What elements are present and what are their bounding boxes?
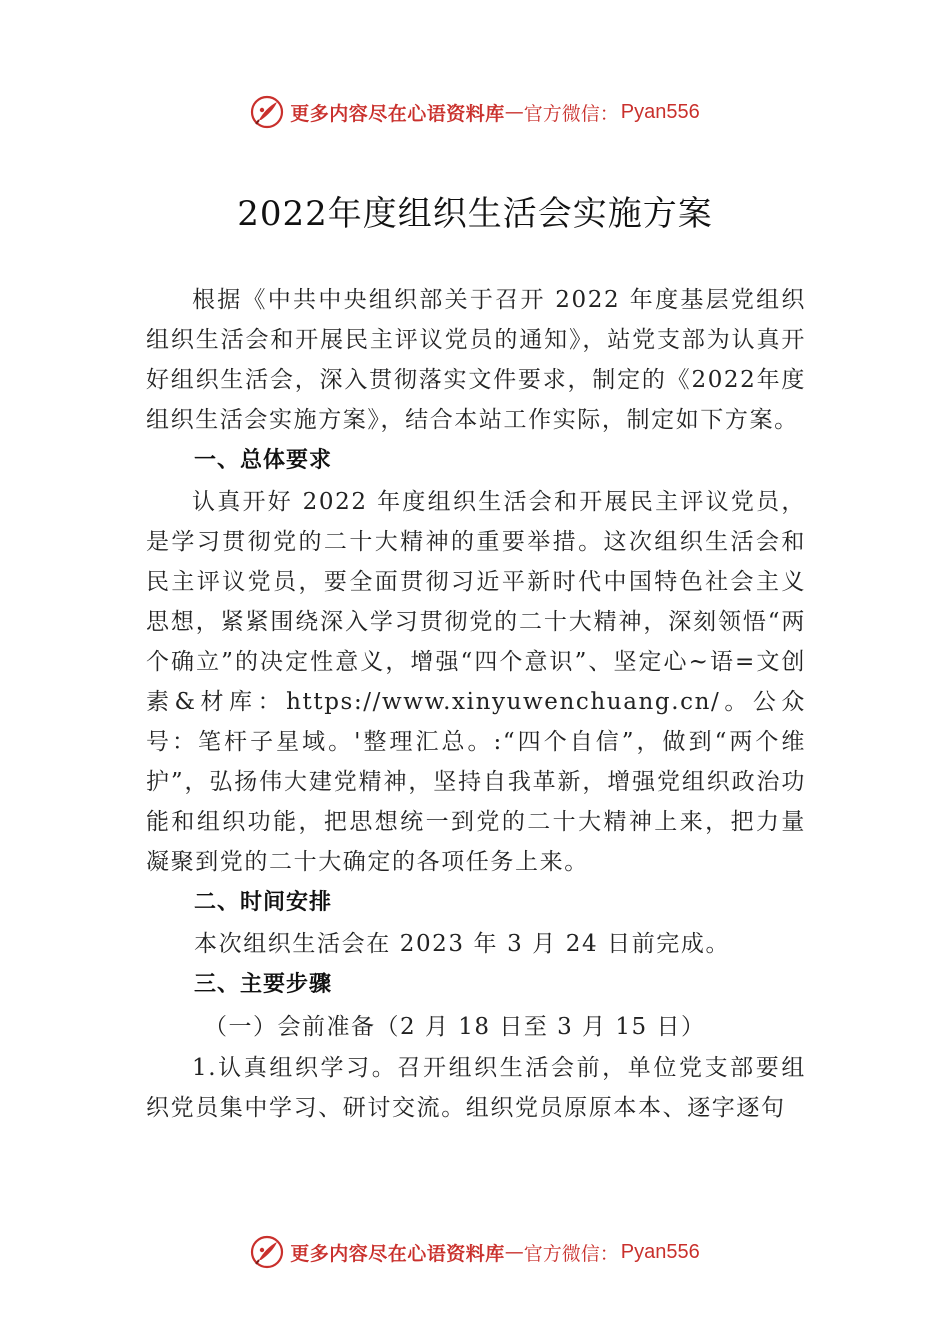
document-body — [146, 280, 806, 1128]
section-heading-schedule: 二、时间安排 — [194, 890, 333, 915]
header-banner — [0, 92, 950, 132]
general-requirements-paragraph: 认真开好 2022 年度组织生活会和开展民主评议党员，是学习贯彻党的二十大精神的重要举措。这次组织生活会和民主评议党员，要全面贯彻习近平新时代中国特色社会主义思想，紧紧围绕深入学习贯彻党的二十大精神，深刻领悟“两个确立”的决定性意义，增强“四个意识”、坚定心~语=文创素&材库：https://www.xinyuwenchuang.cn/。公众号：笔杆子星域。'整理汇总。:“四个自信”，做到“两个维护”，弘扬伟大建党精神，坚持自我革新，增强党组织政治功能和组织功能，把思想统一到党的二十大精神上来，把力量凝聚到党的二十大确定的各项任务上来。 — [146, 489, 806, 875]
step-study-paragraph: 1.认真组织学习。召开组织生活会前，单位党支部要组织党员集中学习、研讨交流。组织党员原原本本、逐字逐句 — [146, 1055, 806, 1121]
footer-banner — [0, 1232, 950, 1272]
banner-separator: — — [504, 1241, 524, 1263]
banner-wechat-id: Pyan556 — [620, 100, 700, 123]
schedule-paragraph: 本次组织生活会在 2023 年 3 月 24 日前完成。 — [194, 931, 731, 957]
quill-pen-logo-icon — [250, 1235, 284, 1269]
section-heading-general-requirements: 一、总体要求 — [194, 448, 333, 473]
banner-wechat-label: 官方微信： — [523, 1242, 619, 1265]
section-heading-main-steps: 三、主要步骤 — [194, 972, 333, 997]
banner-wechat-id: Pyan556 — [620, 1240, 700, 1263]
banner-separator: — — [504, 101, 524, 123]
banner-text: 更多内容尽在心语资料库 — [290, 102, 505, 125]
banner-text: 更多内容尽在心语资料库 — [290, 1242, 505, 1265]
subsection-preparation: （一）会前准备（2 月 18 日至 3 月 15 日） — [204, 1014, 706, 1040]
quill-pen-logo-icon — [250, 95, 284, 129]
banner-wechat-label: 官方微信： — [523, 102, 619, 125]
document-title: 2022年度组织生活会实施方案 — [237, 194, 713, 234]
intro-paragraph: 根据《中共中央组织部关于召开 2022 年度基层党组织组织生活会和开展民主评议党员的通知》，站党支部为认真开好组织生活会，深入贯彻落实文件要求，制定的《2022年度组织生活会实施方案》，结合本站工作实际，制定如下方案。 — [146, 287, 806, 433]
